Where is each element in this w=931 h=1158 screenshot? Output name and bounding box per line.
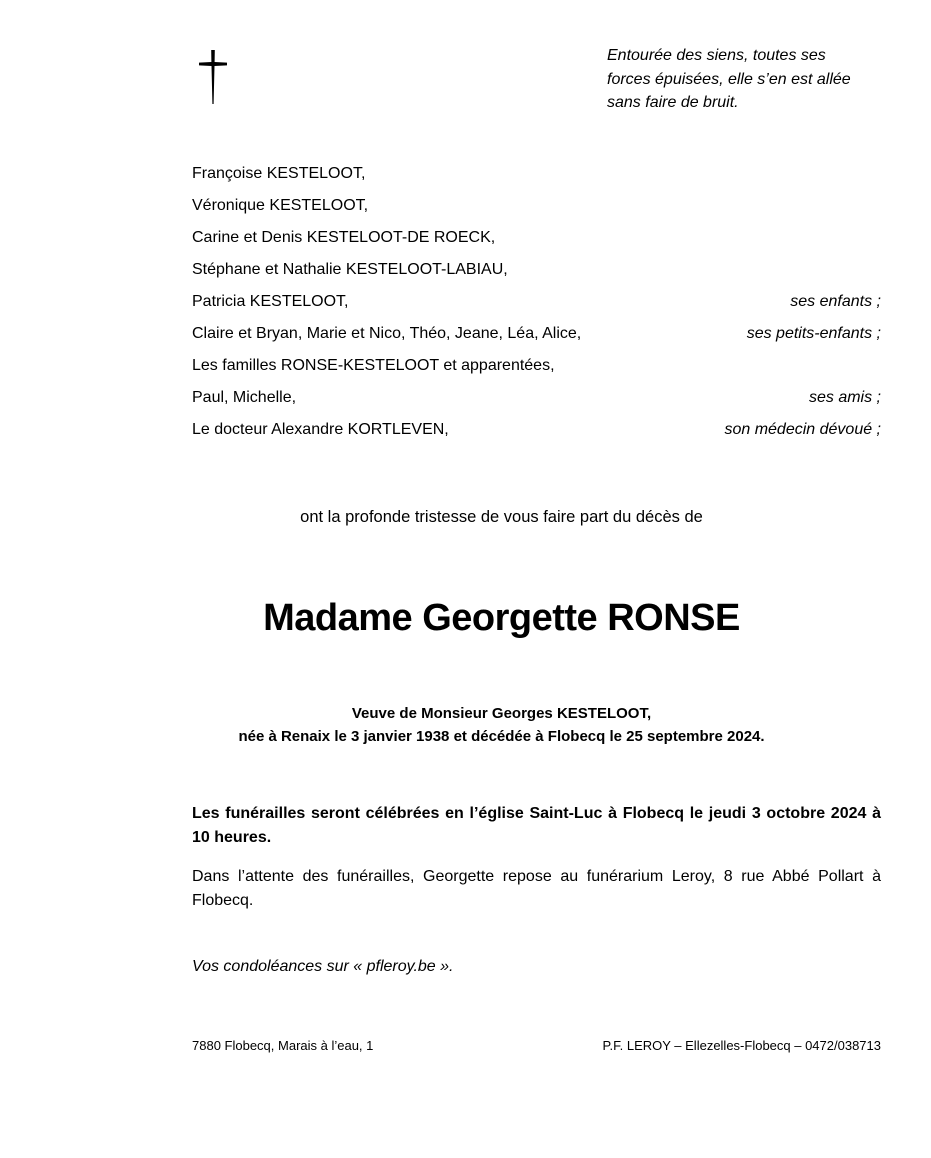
family-list: [192, 158, 881, 446]
family-role: ses amis ;: [808, 389, 881, 406]
condolences-note: Vos condoléances sur « pfleroy.be ».: [192, 958, 454, 975]
family-line: [192, 158, 881, 190]
family-names: Claire et Bryan, Marie et Nico, Théo, Jeane, Léa, Alice,: [192, 325, 582, 342]
epigraph-line: Entourée des siens, toutes ses: [607, 47, 826, 64]
epigraph-line: forces épuisées, elle s’en est allée: [607, 70, 851, 88]
family-names: Véronique KESTELOOT,: [192, 197, 369, 214]
family-role: son médecin dévoué ;: [724, 421, 881, 438]
epigraph-line: sans faire de bruit.: [607, 94, 739, 111]
family-names: Le docteur Alexandre KORTLEVEN,: [192, 421, 449, 438]
latin-cross-icon: [196, 48, 230, 106]
footer-address: 7880 Flobecq, Marais à l’eau, 1: [192, 1038, 374, 1053]
widow-line: Veuve de Monsieur Georges KESTELOOT,: [351, 705, 652, 722]
birth-death-line: née à Renaix le 3 janvier 1938 et décédée à Flobecq le 25 septembre 2024.: [238, 728, 765, 745]
deceased-details: [0, 702, 931, 748]
family-role: ses petits-enfants ;: [746, 325, 881, 342]
family-line: [192, 414, 881, 446]
family-line: [192, 286, 881, 318]
family-names: Les familles RONSE-KESTELOOT et apparentées,: [192, 357, 555, 374]
family-names: Carine et Denis KESTELOOT-DE ROECK,: [192, 229, 496, 246]
family-line: [192, 350, 881, 382]
wake-info: Dans l’attente des funérailles, Georgette repose au funérarium Leroy, 8 rue Abbé Pollart à Flobecq.: [192, 868, 881, 909]
family-line: [192, 190, 881, 222]
family-names: Françoise KESTELOOT,: [192, 165, 366, 182]
family-names: Paul, Michelle,: [192, 389, 297, 406]
family-line: [192, 382, 881, 414]
family-line: [192, 222, 881, 254]
family-names: Stéphane et Nathalie KESTELOOT-LABIAU,: [192, 261, 508, 278]
epigraph: [607, 44, 907, 115]
footer-funeral-home: P.F. LEROY – Ellezelles-Flobecq – 0472/038713: [602, 1038, 881, 1053]
deceased-name: Madame Georgette RONSE: [263, 597, 740, 639]
family-names: Patricia KESTELOOT,: [192, 293, 349, 310]
announcement-text: ont la profonde tristesse de vous faire part du décès de: [300, 508, 703, 526]
family-line: [192, 254, 881, 286]
footer: [192, 1036, 881, 1056]
family-role: ses enfants ;: [790, 293, 881, 310]
funeral-info: Les funérailles seront célébrées en l’église Saint-Luc à Flobecq le jeudi 3 octobre 2024 à 10 heures.: [192, 805, 881, 846]
family-line: [192, 318, 881, 350]
